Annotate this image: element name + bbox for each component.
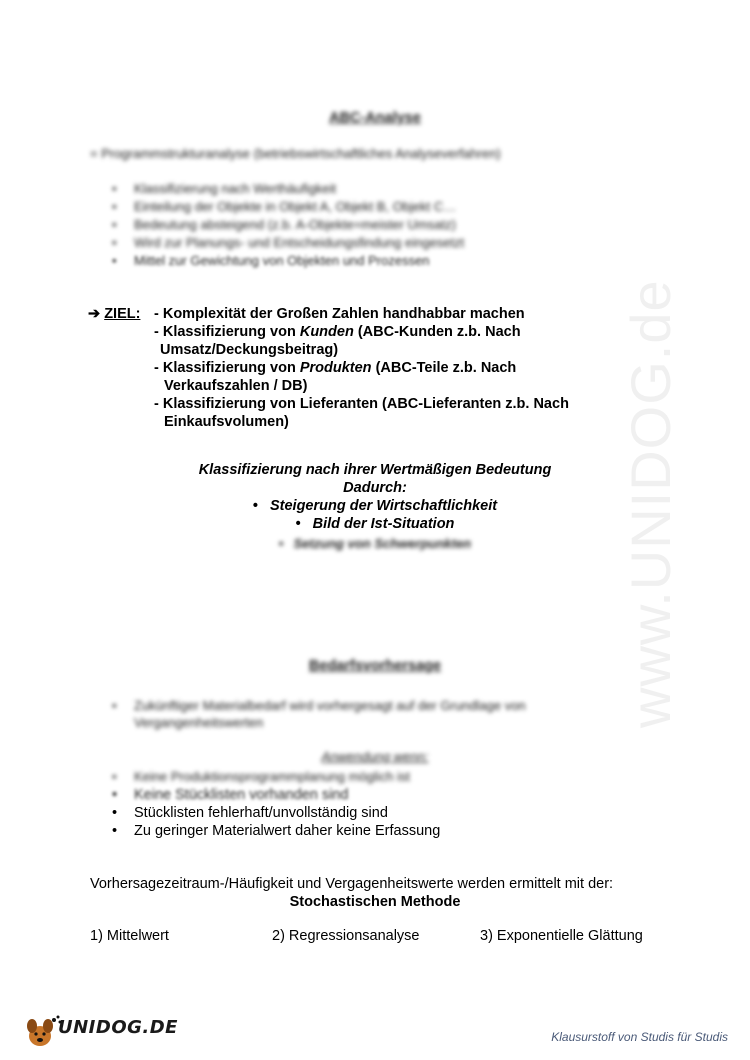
ziel-line: - Komplexität der Großen Zahlen handhabbar machen — [154, 306, 525, 322]
center-item — [0, 536, 750, 551]
bedarf-intro-list — [134, 697, 526, 715]
center-item-text: Steigerung der Wirtschaftlichkeit — [269, 498, 498, 514]
center-item-text: Setzung von Schwerpunkten — [293, 536, 472, 551]
center-item — [0, 516, 750, 532]
center-item — [0, 498, 750, 514]
abc-bullet-list — [134, 180, 464, 270]
ziel-line: - Klassifizierung von Lieferanten (ABC-Lieferanten z.b. Nach — [154, 396, 569, 412]
footer-tagline: Klausurstoff von Studis für Studis — [551, 1030, 728, 1044]
classification-subheading: Dadurch: — [343, 480, 407, 496]
ziel-line: Verkaufszahlen / DB) — [164, 378, 308, 394]
center-item-text: Bild der Ist-Situation — [312, 516, 455, 532]
section-title-bedarf: Bedarfsvorhersage — [308, 658, 442, 674]
bedarf-intro-continuation: Vergangenheitswerten — [134, 715, 264, 730]
ziel-line-text: (ABC-Teile z.b. Nach — [371, 360, 517, 376]
list-item: • Einteilung der Objekte in Objekt A, Objekt B, Objekt C… — [134, 198, 464, 216]
list-item: • Klassifizierung nach Werthäufigkeit — [134, 180, 464, 198]
logo-text: UNIDOG.DE — [58, 1017, 178, 1038]
classification-heading: Klassifizierung nach ihrer Wertmäßigen Bedeutung — [198, 462, 552, 478]
summary-text: Vorhersagezeitraum-/Häufigkeit und Vergagenheitswerte werden ermittelt mit der: — [90, 876, 614, 892]
ziel-line: Umsatz/Deckungsbeitrag) — [160, 342, 339, 358]
method-item: 1) Mittelwert — [90, 928, 169, 944]
ziel-line: Einkaufsvolumen) — [164, 414, 289, 430]
bullet-icon: • — [252, 498, 258, 514]
arrow-right-icon: ➔ — [88, 306, 101, 322]
section-title-abc: ABC-Analyse — [329, 110, 421, 126]
ziel-line-text: (ABC-Kunden z.b. Nach — [353, 324, 521, 340]
ziel-line-emphasis: Kunden — [299, 324, 354, 340]
bullet-icon: • — [295, 516, 301, 532]
method-item: 2) Regressionsanalyse — [272, 928, 420, 944]
method-item: 3) Exponentielle Glättung — [480, 928, 643, 944]
list-item: • Zu geringer Materialwert daher keine Erfassung — [134, 822, 440, 840]
list-item: • Keine Stücklisten vorhanden sind — [134, 786, 440, 804]
list-item: • Bedeutung absteigend (z.b. A-Objekte=meister Umsatz) — [134, 216, 464, 234]
ziel-line-emphasis: Produkten — [299, 360, 372, 376]
list-item: • Mittel zur Gewichtung von Objekten und Prozessen — [134, 252, 464, 270]
ziel-line-text: - Klassifizierung von — [154, 324, 300, 340]
list-item: • Stücklisten fehlerhaft/unvollständig sind — [134, 804, 440, 822]
ziel-line — [154, 360, 516, 376]
method-title: Stochastischen Methode — [289, 894, 461, 910]
application-subheading: Anwendung wenn: — [321, 749, 429, 764]
list-item: • Wird zur Planungs- und Entscheidungsfindung eingesetzt — [134, 234, 464, 252]
watermark-text: www.UNIDOG.de — [619, 279, 682, 728]
ziel-heading: ZIEL: — [104, 306, 141, 322]
bullet-icon: • — [278, 536, 284, 551]
ziel-line-text: - Klassifizierung von — [154, 360, 300, 376]
ziel-line — [154, 324, 521, 340]
ziel-label — [88, 306, 140, 322]
section-subtitle-abc: = Programmstrukturanalyse (betriebswirtschaftliches Analyseverfahren) — [90, 146, 501, 161]
application-bullet-list — [134, 768, 440, 840]
list-item: • Keine Produktionsprogrammplanung möglich ist — [134, 768, 440, 786]
list-item: • Zukünftiger Materialbedarf wird vorhergesagt auf der Grundlage von — [134, 697, 526, 715]
